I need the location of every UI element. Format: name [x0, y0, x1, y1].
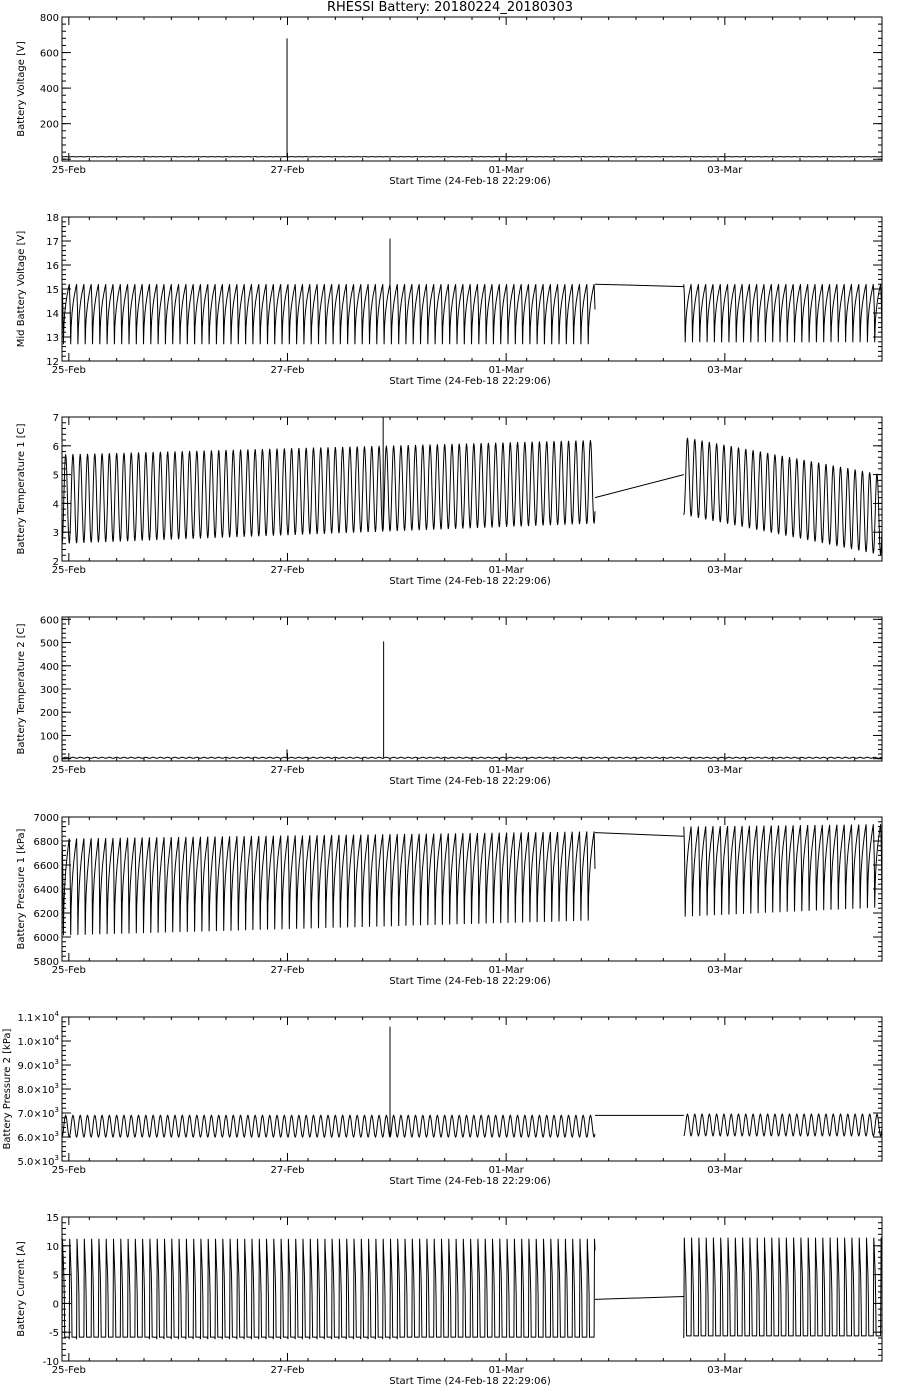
x-tick-label: 27-Feb: [270, 765, 305, 776]
y-tick-label: 17: [46, 237, 59, 248]
y-tick-label: $7.0\times 10^3$: [17, 1106, 59, 1120]
x-tick-label: 03-Mar: [707, 965, 743, 976]
x-tick-label: 03-Mar: [707, 1165, 743, 1176]
y-tick-label: -5: [49, 1328, 59, 1340]
y-tick-label: $9.0\times 10^3$: [17, 1058, 59, 1072]
data-line-segment-1: [62, 831, 595, 935]
x-tick-label: 25-Feb: [51, 1165, 86, 1176]
data-line-segment-1: [62, 1115, 595, 1137]
y-tick-label: 18: [46, 213, 59, 224]
y-tick-label: $6.0\times 10^3$: [17, 1130, 59, 1144]
y-tick-label: 6200: [33, 909, 59, 920]
data-line-segment-2: [595, 833, 684, 837]
panel-1: [16, 13, 882, 187]
x-tick-label: 01-Mar: [488, 765, 524, 776]
y-tick-label: 15: [46, 285, 59, 296]
y-tick-label: $1.1\times 10^4$: [17, 1010, 59, 1024]
x-tick-label: 25-Feb: [51, 1365, 86, 1376]
y-tick-label: 3: [52, 528, 59, 540]
y-tick-label: 16: [46, 261, 59, 272]
data-line-segment-2: [595, 475, 684, 498]
x-tick-label: 01-Mar: [488, 1165, 524, 1176]
x-axis-label: Start Time (24-Feb-18 22:29:06): [389, 1376, 551, 1387]
y-tick-label: 6: [52, 441, 59, 453]
y-tick-label: 200: [39, 119, 59, 131]
panel-2: [16, 213, 882, 387]
data-line-segment-1: [62, 440, 595, 544]
x-tick-label: 03-Mar: [707, 165, 743, 176]
x-tick-label: 01-Mar: [488, 965, 524, 976]
y-axis-label: Battery Temperature 2 [C]: [16, 623, 27, 755]
x-axis-label: Start Time (24-Feb-18 22:29:06): [389, 976, 551, 987]
x-tick-label: 25-Feb: [51, 365, 86, 376]
x-tick-label: 27-Feb: [270, 1165, 305, 1176]
y-tick-label: 100: [39, 731, 59, 743]
y-tick-label: 7: [52, 413, 59, 424]
y-tick-label: 6000: [33, 933, 59, 944]
panel-4: [16, 615, 882, 787]
y-tick-label: 800: [39, 13, 59, 24]
data-line-segment-3: [684, 284, 882, 342]
y-tick-label: 6400: [33, 885, 59, 896]
y-tick-label: 15: [46, 1213, 59, 1224]
y-tick-label: 5: [52, 470, 59, 482]
y-tick-label: 2: [52, 557, 59, 568]
y-tick-label: 14: [46, 309, 59, 320]
y-tick-label: 500: [39, 638, 59, 650]
y-tick-label: 10: [46, 1241, 59, 1253]
x-tick-label: 25-Feb: [51, 165, 86, 176]
y-tick-label: 0: [52, 155, 59, 167]
data-line-segment-3: [684, 1238, 882, 1338]
y-axis-label: Battery Pressure 1 [kPa]: [16, 828, 27, 950]
x-tick-label: 03-Mar: [707, 565, 743, 576]
y-tick-label: 200: [39, 708, 59, 720]
x-tick-label: 27-Feb: [270, 1365, 305, 1376]
x-axis-label: Start Time (24-Feb-18 22:29:06): [389, 776, 551, 787]
y-tick-label: 0: [52, 754, 59, 766]
y-tick-label: $1.0\times 10^4$: [17, 1034, 59, 1048]
x-tick-label: 25-Feb: [51, 565, 86, 576]
y-tick-label: 5800: [33, 957, 59, 968]
plot-frame: [62, 1017, 882, 1161]
x-tick-label: 03-Mar: [707, 365, 743, 376]
y-tick-label: -10: [42, 1357, 59, 1368]
y-axis-label: Battery Current [A]: [16, 1241, 27, 1337]
y-axis-label: Battery Temperature 1 [C]: [16, 423, 27, 555]
x-axis-label: Start Time (24-Feb-18 22:29:06): [389, 1176, 551, 1187]
panel-7: [16, 1213, 882, 1387]
data-line-segment-3: [684, 438, 882, 555]
y-tick-label: 4: [52, 499, 59, 511]
data-line-segment-3: [684, 1114, 882, 1136]
x-tick-label: 03-Mar: [707, 765, 743, 776]
y-axis-label: Battery Pressure 2 [kPa]: [2, 1028, 13, 1150]
data-line-segment-2: [595, 284, 684, 286]
data-line-segment-1: [62, 757, 882, 758]
y-tick-label: 0: [52, 1299, 59, 1311]
x-tick-label: 25-Feb: [51, 765, 86, 776]
y-tick-label: 400: [39, 84, 59, 96]
y-tick-label: 7000: [33, 813, 59, 824]
y-tick-label: 5: [52, 1270, 59, 1282]
data-line-segment-3: [684, 824, 882, 916]
x-axis-label: Start Time (24-Feb-18 22:29:06): [389, 376, 551, 387]
x-tick-label: 01-Mar: [488, 1365, 524, 1376]
plot-frame: [62, 17, 882, 161]
y-tick-label: 600: [39, 48, 59, 60]
x-tick-label: 01-Mar: [488, 565, 524, 576]
page-title: RHESSI Battery: 20180224_20180303: [326, 0, 573, 15]
data-line-segment-2: [595, 1297, 684, 1300]
y-tick-label: 300: [39, 685, 59, 696]
x-tick-label: 27-Feb: [270, 565, 305, 576]
x-tick-label: 03-Mar: [707, 1365, 743, 1376]
y-tick-label: 13: [46, 333, 59, 344]
x-tick-label: 01-Mar: [488, 365, 524, 376]
y-tick-label: 6800: [33, 837, 59, 848]
panel-6: [2, 1010, 882, 1187]
plot-frame: [62, 617, 882, 761]
y-tick-label: 12: [46, 357, 59, 368]
x-tick-label: 27-Feb: [270, 165, 305, 176]
x-tick-label: 25-Feb: [51, 965, 86, 976]
y-axis-label: Battery Voltage [V]: [16, 41, 27, 137]
panel-3: [16, 413, 882, 587]
panel-5: [16, 813, 882, 987]
x-axis-label: Start Time (24-Feb-18 22:29:06): [389, 576, 551, 587]
y-tick-label: 400: [39, 661, 59, 673]
y-tick-label: 6600: [33, 861, 59, 872]
data-line-segment-1: [62, 1239, 595, 1339]
y-tick-label: $5.0\times 10^3$: [17, 1154, 59, 1168]
y-tick-label: 600: [39, 615, 59, 627]
x-tick-label: 27-Feb: [270, 965, 305, 976]
x-tick-label: 01-Mar: [488, 165, 524, 176]
x-axis-label: Start Time (24-Feb-18 22:29:06): [389, 176, 551, 187]
x-tick-label: 27-Feb: [270, 365, 305, 376]
y-axis-label: Mid Battery Voltage [V]: [16, 230, 27, 348]
y-tick-label: $8.0\times 10^3$: [17, 1082, 59, 1096]
data-line-segment-1: [62, 284, 595, 344]
